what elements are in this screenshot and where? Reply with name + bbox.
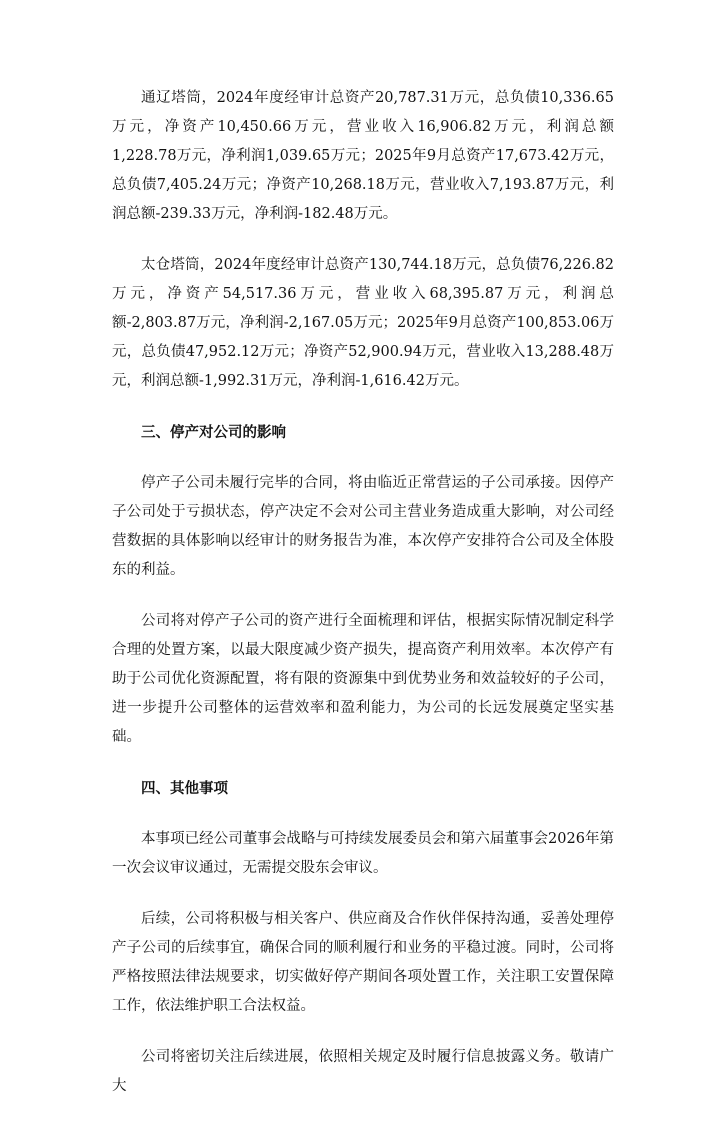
document-body xyxy=(112,84,614,1123)
section-heading-impact: 三、停产对公司的影响 xyxy=(141,424,286,441)
paragraph-follow-up: 后续，公司将积极与相关客户、供应商及合作伙伴保持沟通，妥善处理停产子公司的后续事宜，确保合同的顺利履行和业务的平稳过渡。同时，公司将严格按照法律法规要求，切实做好停产期间各项处置工作，关注职工安置保障工作，依法维护职工合法权益。 xyxy=(112,911,614,1014)
paragraph-disclosure: 公司将密切关注后续进展，依照相关规定及时履行信息披露义务。敬请广大 xyxy=(112,1049,614,1094)
paragraph-impact-assets: 公司将对停产子公司的资产进行全面梳理和评估，根据实际情况制定科学合理的处置方案，以最大限度减少资产损失，提高资产利用效率。本次停产有助于公司优化资源配置，将有限的资源集中到优势业务和效益较好的子公司，进一步提升公司整体的运营效率和盈利能力，为公司的长远发展奠定坚实基础。 xyxy=(112,613,614,745)
paragraph-tongliao-tower: 通辽塔筒，2024年度经审计总资产20,787.31万元，总负债10,336.65万元，净资产10,450.66万元，营业收入16,906.82万元，利润总额1,228.78万元，净利润1,039.65万元；2025年9月总资产17,673.42万元，总负债7,405.24万元；净资产10,268.18万元，营业收入7,193.87万元，利润总额-239.33万元，净利润-182.48万元。 xyxy=(112,90,614,222)
paragraph-board-approval: 本事项已经公司董事会战略与可持续发展委员会和第六届董事会2026年第一次会议审议通过，无需提交股东会审议。 xyxy=(112,831,614,876)
paragraph-impact-contracts: 停产子公司未履行完毕的合同，将由临近正常营运的子公司承接。因停产子公司处于亏损状态，停产决定不会对公司主营业务造成重大影响，对公司经营数据的具体影响以经审计的财务报告为准，本次停产安排符合公司及全体股东的利益。 xyxy=(112,475,614,578)
paragraph-taicang-tower: 太仓塔筒，2024年度经审计总资产130,744.18万元，总负债76,226.82万元，净资产54,517.36万元，营业收入68,395.87万元，利润总额-2,803.87万元，净利润-2,167.05万元；2025年9月总资产100,853.06万元，总负债47,952.12万元；净资产52,900.94万元，营业收入13,288.48万元，利润总额-1,992.31万元，净利润-1,616.42万元。 xyxy=(112,257,614,389)
section-heading-other-matters: 四、其他事项 xyxy=(141,780,228,797)
